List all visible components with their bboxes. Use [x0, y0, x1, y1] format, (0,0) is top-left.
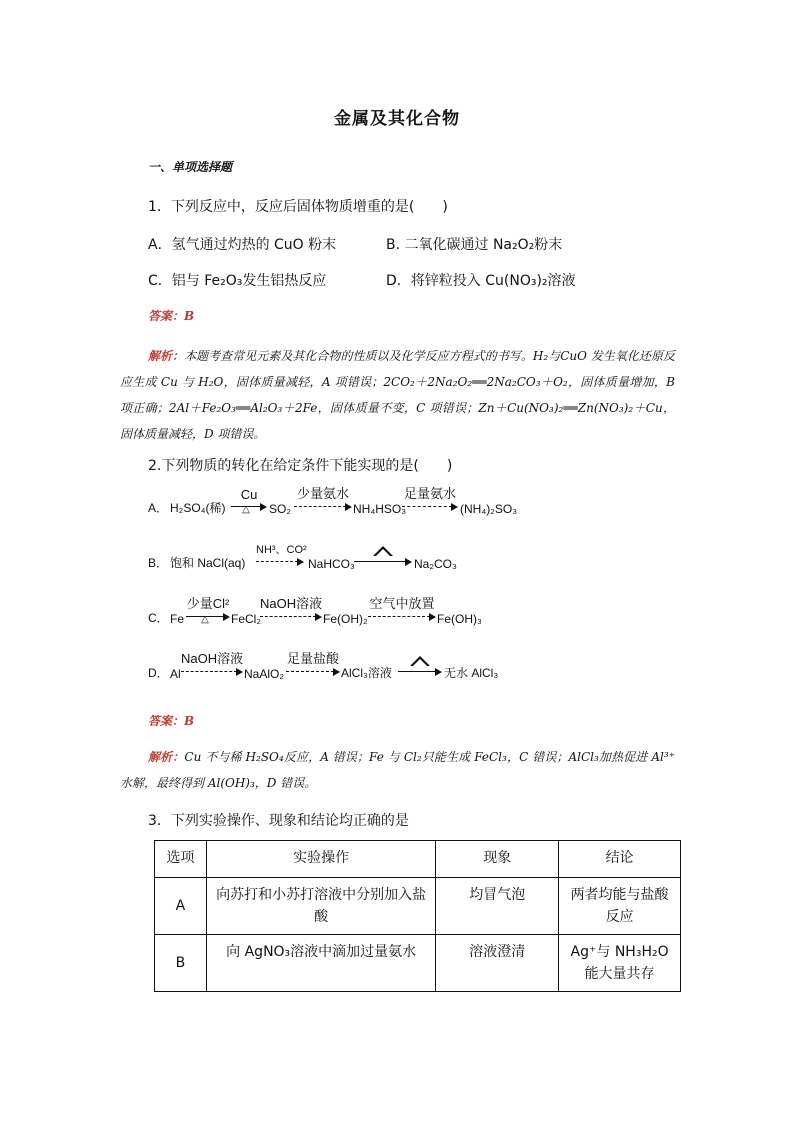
product: NaHCO₃ [308, 557, 355, 571]
table-header-row [155, 841, 681, 878]
question-1-option-d: D．将锌粒投入 Cu(NO₃)₂溶液 [386, 273, 576, 289]
product: Na₂CO₃ [414, 557, 457, 571]
question-1-option-b: B. 二氧化碳通过 Na₂O₂粉末 [386, 237, 563, 253]
arrow-condition: 足量盐酸 [286, 651, 339, 666]
arrow-condition: 少量氨水 [296, 486, 349, 501]
product: NH₄HSO₃ [353, 502, 407, 516]
reactant: Al [170, 667, 181, 681]
table-row [155, 878, 681, 935]
question-2-analysis [120, 744, 675, 796]
question-1-option-c: C．铝与 Fe₂O₃发生铝热反应 [148, 273, 327, 289]
question-2-option-c [148, 590, 688, 626]
heat-icon [354, 544, 412, 559]
reactant: Fe [170, 612, 185, 626]
analysis-text: 本题考查常见元素及其化合物的性质以及化学反应方程式的书写。H₂与CuO 发生氧化还原反应生成 Cu 与 H₂O，固体质量减轻，A 项错误；2CO₂＋2Na₂O₂══2Na₂CO₃＋O₂，固体质量增加，B 项正确；2Al＋Fe₂O₃══Al₂O₃＋2Fe，固体质量不变，C 项错误；Zn＋Cu(NO₃)₂══Zn(NO₃)₂＋Cu，固体质量减轻，D 项错误。 [120, 349, 675, 441]
table-cell: 向苏打和小苏打溶液中分别加入盐酸 [206, 878, 436, 935]
arrow-condition: 少量Cl² [186, 596, 230, 611]
product: AlCl₃溶液 [341, 666, 392, 680]
analysis-text: Cu 不与稀 H₂SO₄反应，A 错误；Fe 与 Cl₂只能生成 FeCl₃，C 错误；AlCl₃加热促进 Al³⁺水解，最终得到 Al(OH)₃，D 错误。 [120, 750, 675, 790]
column-header: 选项 [155, 841, 207, 878]
analysis-label: 解析： [148, 349, 185, 363]
question-2-stem: 2.下列物质的转化在给定条件下能实现的是( ) [148, 458, 453, 474]
table-cell: B [155, 935, 207, 992]
reaction-arrow [231, 482, 267, 515]
heat-icon: △ [242, 504, 250, 515]
arrow-condition: NaOH溶液 [181, 651, 244, 666]
question-1-answer: 答案：B [148, 309, 195, 323]
reaction-arrow [368, 592, 436, 622]
reaction-arrow [260, 592, 322, 622]
table-cell: Ag⁺与 NH₃H₂O 能大量共存 [559, 935, 681, 992]
product: Fe(OH)₃ [437, 612, 482, 626]
page-title: 金属及其化合物 [334, 109, 460, 129]
product: Fe(OH)₂ [323, 612, 368, 626]
heat-icon: △ [201, 614, 209, 625]
table-cell: A [155, 878, 207, 935]
reaction-arrow [354, 537, 412, 567]
question-3-stem: 3．下列实验操作、现象和结论均正确的是 [148, 813, 409, 829]
reactant: 饱和 NaCl(aq) [170, 556, 246, 570]
option-label: D． [148, 666, 169, 680]
product: 无水 AlCl₃ [444, 666, 499, 680]
question-2-answer: 答案：B [148, 714, 195, 728]
arrow-condition: NH³、CO² [256, 544, 307, 556]
arrow-condition: 空气中放置 [369, 596, 435, 611]
table-cell: 向 AgNO₃溶液中滴加过量氨水 [206, 935, 436, 992]
table-cell: 两者均能与盐酸反应 [559, 878, 681, 935]
experiment-table [154, 840, 681, 992]
reaction-arrow [398, 647, 442, 677]
arrow-condition: Cu [240, 487, 258, 502]
analysis-label: 解析： [148, 750, 185, 764]
column-header: 结论 [559, 841, 681, 878]
product: SO₂ [269, 502, 291, 516]
table-cell: 溶液澄清 [436, 935, 559, 992]
reaction-arrow [256, 537, 307, 567]
arrow-condition: 足量氨水 [403, 486, 456, 501]
reactant: H₂SO₄(稀) [170, 501, 226, 515]
column-header: 现象 [436, 841, 559, 878]
table-row [155, 935, 681, 992]
section-heading: 一、单项选择题 [148, 160, 233, 174]
column-header: 实验操作 [206, 841, 436, 878]
option-label: A． [148, 501, 169, 515]
table-cell: 均冒气泡 [436, 878, 559, 935]
option-label: C． [148, 611, 169, 625]
question-1-stem: 1．下列反应中，反应后固体物质增重的是( ) [148, 199, 448, 215]
product: (NH₄)₂SO₃ [460, 502, 518, 516]
reaction-arrow [181, 647, 243, 677]
reaction-arrow [402, 482, 458, 512]
question-2-option-a [148, 480, 688, 516]
reaction-arrow [286, 647, 340, 677]
product: NaAlO₂ [244, 667, 285, 681]
reaction-arrow [294, 482, 352, 512]
question-1-analysis [120, 343, 675, 447]
question-2-option-b [148, 535, 688, 571]
question-2-option-d [148, 645, 688, 681]
question-1-option-a: A．氢气通过灼热的 CuO 粉末 [148, 237, 337, 253]
arrow-condition: NaOH溶液 [260, 596, 323, 611]
product: FeCl₂ [231, 612, 261, 626]
heat-icon [398, 654, 442, 669]
option-label: B． [148, 556, 169, 570]
reaction-arrow [186, 592, 230, 625]
